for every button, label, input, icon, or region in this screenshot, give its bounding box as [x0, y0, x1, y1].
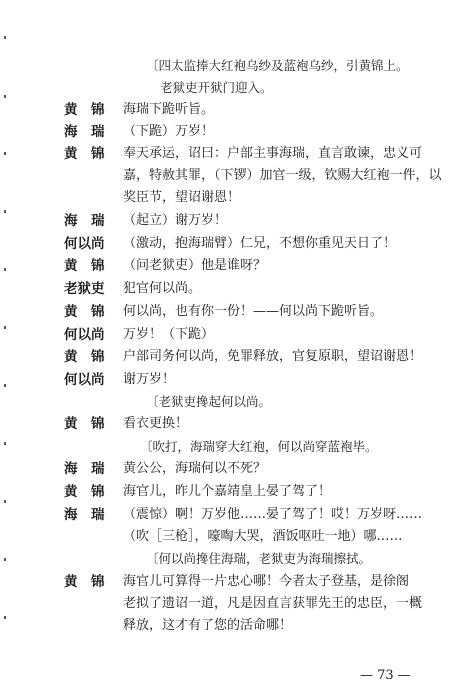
speaker-name: 黄 锦	[64, 416, 105, 432]
dialogue-line: 奉天承运，诏曰：户部主事海瑞，直言敢谏，忠义可	[123, 146, 423, 161]
speaker-name: 海 瑞	[64, 213, 105, 229]
stage-direction: 〔吹打，海瑞穿大红袍，何以尚穿蓝袍毕。	[140, 439, 378, 454]
dialogue-line: 老拟了遗诏一道，凡是因直言获罪先王的忠臣，一概	[123, 596, 423, 611]
dialogue-line: 奖臣节，望诏谢恩！	[123, 190, 241, 205]
dialogue-line: 户部司务何以尚，免罪释放，官复原职，望诏谢恩！	[123, 349, 423, 364]
speaker-name: 何以尚	[64, 372, 105, 388]
dialogue-line: 释放，这才有了您的活命哪！	[123, 618, 293, 633]
speaker-name: 老狱吏	[64, 281, 105, 297]
speaker-name: 黄 锦	[64, 574, 105, 590]
speaker-name: 黄 锦	[64, 258, 105, 274]
dialogue-line: 海官儿可算得一片忠心哪！今者太子登基，是徐阁	[123, 574, 410, 589]
dialogue-line: 看衣更换！	[123, 416, 189, 431]
dialogue-line: （下跪）万岁！	[123, 124, 215, 139]
speaker-name: 黄 锦	[64, 146, 105, 162]
dialogue-line: 犯官何以尚。	[123, 281, 202, 296]
dialogue-line: 黄公公，海瑞何以不死？	[123, 461, 267, 476]
speaker-name: 黄 锦	[64, 484, 105, 500]
dialogue-line: （起立）谢万岁！	[123, 213, 228, 228]
stage-direction: 〔老狱吏搀起何以尚。	[146, 394, 272, 409]
dialogue-line: 海官儿，昨儿个嘉靖皇上晏了驾了！	[123, 484, 332, 499]
speaker-name: 海 瑞	[64, 461, 105, 477]
dialogue-line: 何以尚，也有你一份！——何以尚下跪听旨。	[123, 304, 384, 319]
dialogue-line: （问老狱吏）他是谁呀？	[123, 258, 267, 273]
dialogue-line: 嘉，特赦其罪，（下锣）加官一级，钦赐大红袍一件，以	[123, 168, 442, 183]
page-number: — 73 —	[360, 668, 411, 683]
dialogue-line: （震惊）啊！万岁他……晏了驾了！哎！万岁呀……	[123, 507, 423, 522]
dialogue-line: 万岁！（下跪）	[123, 327, 215, 342]
stage-direction: 老狱吏开狱门迎入。	[160, 80, 273, 95]
speaker-name: 黄 锦	[64, 349, 105, 365]
stage-direction: 〔四太监捧大红袍乌纱及蓝袍乌纱，引黄锦上。	[146, 58, 409, 73]
dialogue-line: 谢万岁！	[123, 372, 176, 387]
speaker-name: 海 瑞	[64, 124, 105, 140]
stage-direction: 〔何以尚搀住海瑞，老狱吏为海瑞擦拭。	[146, 551, 372, 566]
speaker-name: 黄 锦	[64, 102, 105, 118]
speaker-name: 何以尚	[64, 236, 105, 252]
dialogue-line: （吹［三枪］，嚎啕大哭，酒饭呕吐一地）哪……	[123, 529, 403, 544]
speaker-name: 海 瑞	[64, 507, 105, 523]
dialogue-line: （激动，抱海瑞臂）仁兄，不想你重见天日了！	[123, 236, 397, 251]
speaker-name: 何以尚	[64, 327, 105, 343]
binding-edge	[0, 0, 10, 690]
speaker-name: 黄 锦	[64, 304, 105, 320]
dialogue-line: 海瑞下跪听旨。	[123, 102, 215, 117]
